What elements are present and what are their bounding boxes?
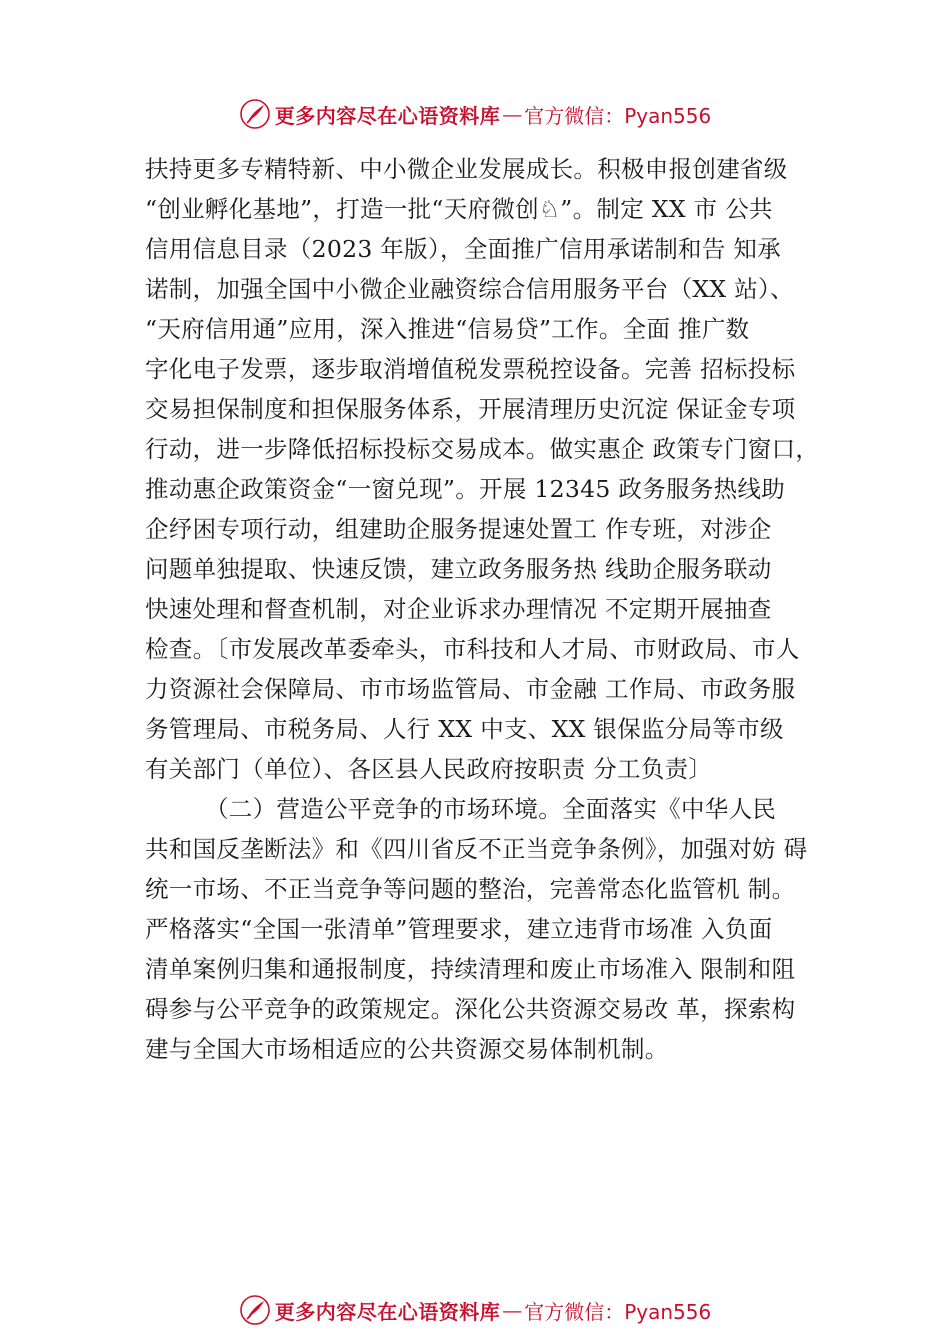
footer-wechat-text: 官方微信：Pyan556: [524, 1299, 712, 1324]
header-watermark-banner: [0, 94, 950, 134]
text-line-11: 问题单独提取、快速反馈，建立政务服务热 线助企服务联动: [145, 555, 772, 583]
text-line-12: 快速处理和督查机制，对企业诉求办理情况 不定期开展抽查: [145, 595, 772, 623]
text-line-10: 企纾困专项行动，组建助企服务提速处置工 作专班，对涉企: [145, 515, 772, 543]
quill-pen-logo-icon: [239, 1294, 271, 1326]
document-body: [145, 149, 840, 1069]
footer-brand-text: 更多内容尽在心语资料库: [274, 1299, 501, 1324]
text-line-18: 共和国反垄断法》和《四川省反不正当竞争条例》，加强对妨 碍: [145, 835, 808, 863]
text-line-14: 力资源社会保障局、市市场监管局、市金融 工作局、市政务服: [145, 675, 796, 703]
footer-watermark-banner: [0, 1290, 950, 1330]
header-brand-text: 更多内容尽在心语资料库: [274, 103, 501, 128]
text-line-1: 扶持更多专精特新、中小微企业发展成长。积极申报创建省级: [145, 155, 788, 183]
text-line-3: 信用信息目录（2023 年版），全面推广信用承诺制和告 知承: [145, 235, 781, 263]
text-line-19: 统一市场、不正当竞争等问题的整治，完善常态化监管机 制。: [145, 875, 796, 903]
text-line-16: 有关部门（单位）、各区县人民政府按职责 分工负责〕: [145, 755, 713, 783]
text-line-15: 务管理局、市税务局、人行 XX 中支、XX 银保监分局等市级: [145, 715, 784, 743]
header-separator: —: [502, 102, 523, 126]
quill-pen-logo-icon: [239, 98, 271, 130]
text-line-6: 字化电子发票，逐步取消增值税发票税控设备。完善 招标投标: [145, 355, 796, 383]
section-heading-line: （二）营造公平竞争的市场环境。全面落实《中华人民: [205, 795, 777, 823]
text-line-23: 建与全国大市场相适应的公共资源交易体制机制。: [145, 1035, 669, 1063]
text-line-5: “天府信用通”应用，深入推进“信易贷”工作。全面 推广数: [145, 315, 750, 343]
text-line-4: 诺制，加强全国中小微企业融资综合信用服务平台（XX 站）、: [145, 275, 794, 303]
header-wechat-text: 官方微信：Pyan556: [524, 103, 712, 128]
text-line-22: 碍参与公平竞争的政策规定。深化公共资源交易改 革，探索构: [145, 995, 796, 1023]
text-line-13: 检查。〔市发展改革委牵头，市科技和人才局、市财政局、市人: [145, 635, 800, 663]
text-line-20: 严格落实“全国一张清单”管理要求，建立违背市场准 入负面: [145, 915, 773, 943]
text-line-9: 推动惠企政策资金“一窗兑现”。开展 12345 政务服务热线助: [145, 475, 786, 503]
text-line-7: 交易担保制度和担保服务体系，开展清理历史沉淀 保证金专项: [145, 395, 796, 423]
text-line-8: 行动，进一步降低招标投标交易成本。做实惠企 政策专门窗口，: [145, 435, 820, 463]
text-line-2: “创业孵化基地”，打造一批“天府微创♘”。制定 XX 市 公共: [145, 195, 773, 223]
text-line-21: 清单案例归集和通报制度，持续清理和废止市场准入 限制和阻: [145, 955, 796, 983]
footer-separator: —: [502, 1298, 523, 1322]
